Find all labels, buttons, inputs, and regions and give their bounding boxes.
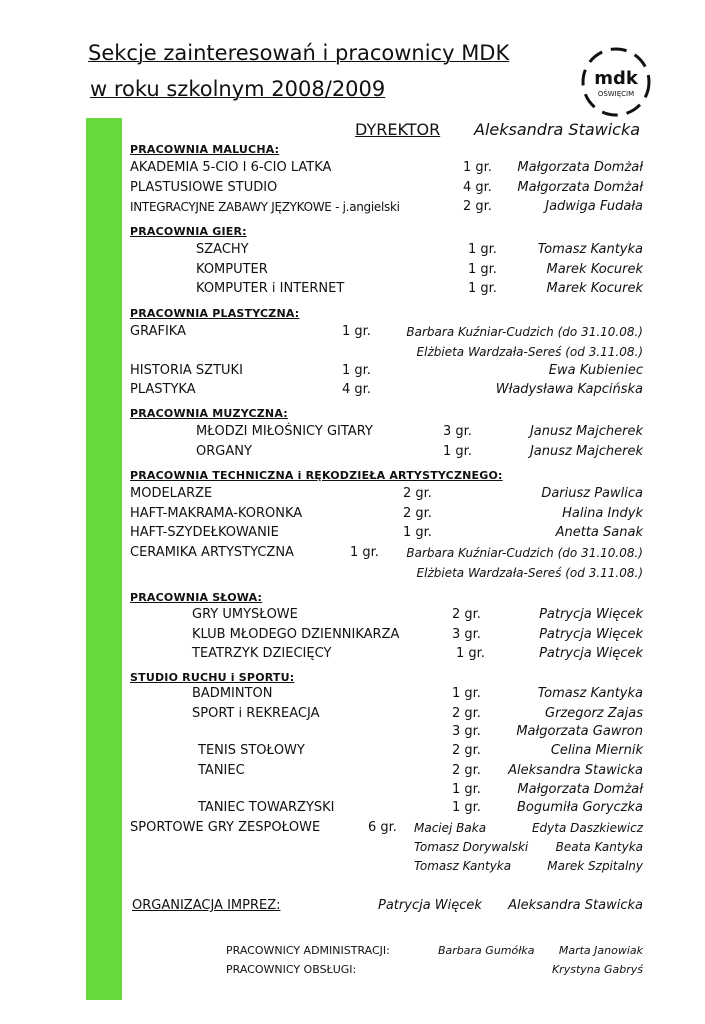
activity-name: MODELARZE [130, 486, 213, 501]
activity-name: AKADEMIA 5-CIO I 6-CIO LATKA [130, 160, 332, 175]
activity-name: GRY UMYSŁOWE [192, 607, 298, 622]
director-name: Aleksandra Stawicka [474, 120, 641, 139]
group-count: 2 gr. [403, 486, 432, 501]
activity-name: TENIS STOŁOWY [198, 743, 305, 758]
teacher-name: Tomasz Kantyka [537, 686, 643, 701]
events-person: Aleksandra Stawicka [508, 898, 643, 913]
group-count: 4 gr. [463, 180, 492, 195]
activity-name: GRAFIKA [130, 324, 186, 339]
teacher-name: Janusz Majcherek [529, 424, 643, 439]
teacher-name: Elżbieta Wardzała-Sereś (od 3.11.08.) [416, 345, 643, 359]
teacher-name: Grzegorz Zajas [545, 706, 643, 721]
events-label: ORGANIZACJA IMPREZ: [132, 898, 281, 913]
group-count: 2 gr. [452, 763, 481, 778]
activity-name: KLUB MŁODEGO DZIENNIKARZA [192, 627, 400, 642]
activity-name: MŁODZI MIŁOŚNICY GITARY [196, 424, 373, 439]
activity-name: SZACHY [196, 242, 249, 257]
admin-person: Barbara Gumółka [438, 944, 535, 957]
service-person: Krystyna Gabryś [551, 963, 643, 976]
section-heading: PRACOWNIA PLASTYCZNA: [130, 307, 300, 320]
section-heading: PRACOWNIA SŁOWA: [130, 591, 263, 604]
activity-name: PLASTUSIOWE STUDIO [130, 180, 278, 195]
admin-label: PRACOWNICY ADMINISTRACJI: [226, 944, 390, 957]
teacher-name: Elżbieta Wardzała-Sereś (od 3.11.08.) [416, 566, 643, 580]
group-count: 2 gr. [452, 743, 481, 758]
group-count: 2 gr. [403, 506, 432, 521]
activity-name: ORGANY [196, 444, 252, 459]
activity-name: INTEGRACYJNE ZABAWY JĘZYKOWE - j.angielski [130, 200, 400, 214]
teacher-name: Marek Kocurek [546, 262, 643, 277]
teacher-name: Barbara Kuźniar-Cudzich (do 31.10.08.) [406, 325, 643, 339]
teacher-name: Małgorzata Domżał [517, 180, 643, 195]
group-count: 3 gr. [443, 424, 472, 439]
teacher-name: Tomasz Kantyka [414, 859, 512, 873]
teacher-name: Marek Kocurek [546, 281, 643, 296]
page-title-line-1: Sekcje zainteresowań i pracownicy MDK [88, 41, 510, 65]
section-heading: PRACOWNIA TECHNICZNA i RĘKODZIEŁA ARTYSTYCZNEGO: [130, 469, 503, 482]
group-count: 1 gr. [443, 444, 472, 459]
group-count: 2 gr. [452, 706, 481, 721]
director-label: DYREKTOR [355, 120, 441, 139]
group-count: 1 gr. [468, 262, 497, 277]
teacher-name: Halina Indyk [562, 506, 643, 521]
teacher-name: Patrycja Więcek [539, 627, 643, 642]
activity-name: HISTORIA SZTUKI [130, 363, 243, 378]
group-count: 1 gr. [452, 686, 481, 701]
group-count: 1 gr. [456, 646, 485, 661]
section-heading: PRACOWNIA GIER: [130, 225, 247, 238]
group-count: 1 gr. [452, 800, 481, 815]
service-label: PRACOWNICY OBSŁUGI: [226, 963, 357, 976]
group-count: 1 gr. [342, 324, 371, 339]
teacher-name: Tomasz Kantyka [537, 242, 643, 257]
group-count: 1 gr. [463, 160, 492, 175]
activity-name: HAFT-MAKRAMA-KORONKA [130, 506, 303, 521]
teacher-name: Patrycja Więcek [539, 607, 643, 622]
activity-name: CERAMIKA ARTYSTYCZNA [130, 545, 294, 560]
teacher-name: Beata Kantyka [555, 840, 643, 854]
teacher-name: Maciej Baka [414, 821, 487, 835]
activity-name: BADMINTON [192, 686, 273, 701]
group-count: 2 gr. [463, 199, 492, 214]
group-count: 1 gr. [468, 242, 497, 257]
activity-name: SPORTOWE GRY ZESPOŁOWE [130, 820, 321, 835]
events-person: Patrycja Więcek [378, 898, 482, 913]
activity-name: KOMPUTER [196, 262, 268, 277]
logo-text: mdk [594, 68, 638, 89]
admin-person: Marta Janowiak [558, 944, 643, 957]
group-count: 2 gr. [452, 607, 481, 622]
group-count: 1 gr. [350, 545, 379, 560]
teacher-name: Tomasz Dorywalski [414, 840, 529, 854]
group-count: 3 gr. [452, 627, 481, 642]
teacher-name: Ewa Kubieniec [548, 363, 643, 378]
group-count: 1 gr. [452, 782, 481, 797]
teacher-name: Jadwiga Fudała [545, 199, 643, 214]
activity-name: TANIEC [198, 763, 245, 778]
mdk-logo-icon [578, 44, 654, 120]
teacher-name: Władysława Kapcińska [495, 382, 643, 397]
page-title-line-2: w roku szkolnym 2008/2009 [90, 77, 386, 101]
teacher-name: Edyta Daszkiewicz [531, 821, 643, 835]
logo-subtext: OŚWIĘCIM [597, 90, 635, 98]
teacher-name: Marek Szpitalny [547, 859, 643, 873]
teacher-name: Celina Miernik [550, 743, 643, 758]
activity-name: KOMPUTER i INTERNET [196, 281, 345, 296]
section-heading: PRACOWNIA MALUCHA: [130, 143, 280, 156]
teacher-name: Małgorzata Gawron [516, 724, 643, 739]
teacher-name: Małgorzata Domżał [517, 782, 643, 797]
teacher-name: Barbara Kuźniar-Cudzich (do 31.10.08.) [406, 546, 643, 560]
section-heading: STUDIO RUCHU i SPORTU: [130, 671, 295, 684]
teacher-name: Małgorzata Domżał [517, 160, 643, 175]
activity-name: HAFT-SZYDEŁKOWANIE [130, 525, 279, 540]
green-accent-bar [86, 118, 122, 1000]
activity-name: TANIEC TOWARZYSKI [198, 800, 335, 815]
teacher-name: Bogumiła Goryczka [516, 800, 643, 815]
section-heading: PRACOWNIA MUZYCZNA: [130, 407, 288, 420]
teacher-name: Aleksandra Stawicka [508, 763, 643, 778]
group-count: 4 gr. [342, 382, 371, 397]
teacher-name: Patrycja Więcek [539, 646, 643, 661]
activity-name: TEATRZYK DZIECIĘCY [192, 646, 332, 661]
teacher-name: Anetta Sanak [555, 525, 643, 540]
group-count: 1 gr. [403, 525, 432, 540]
group-count: 1 gr. [468, 281, 497, 296]
group-count: 3 gr. [452, 724, 481, 739]
teacher-name: Dariusz Pawlica [541, 486, 643, 501]
group-count: 6 gr. [368, 820, 397, 835]
group-count: 1 gr. [342, 363, 371, 378]
activity-name: SPORT i REKREACJA [192, 706, 320, 721]
activity-name: PLASTYKA [130, 382, 196, 397]
teacher-name: Janusz Majcherek [529, 444, 643, 459]
